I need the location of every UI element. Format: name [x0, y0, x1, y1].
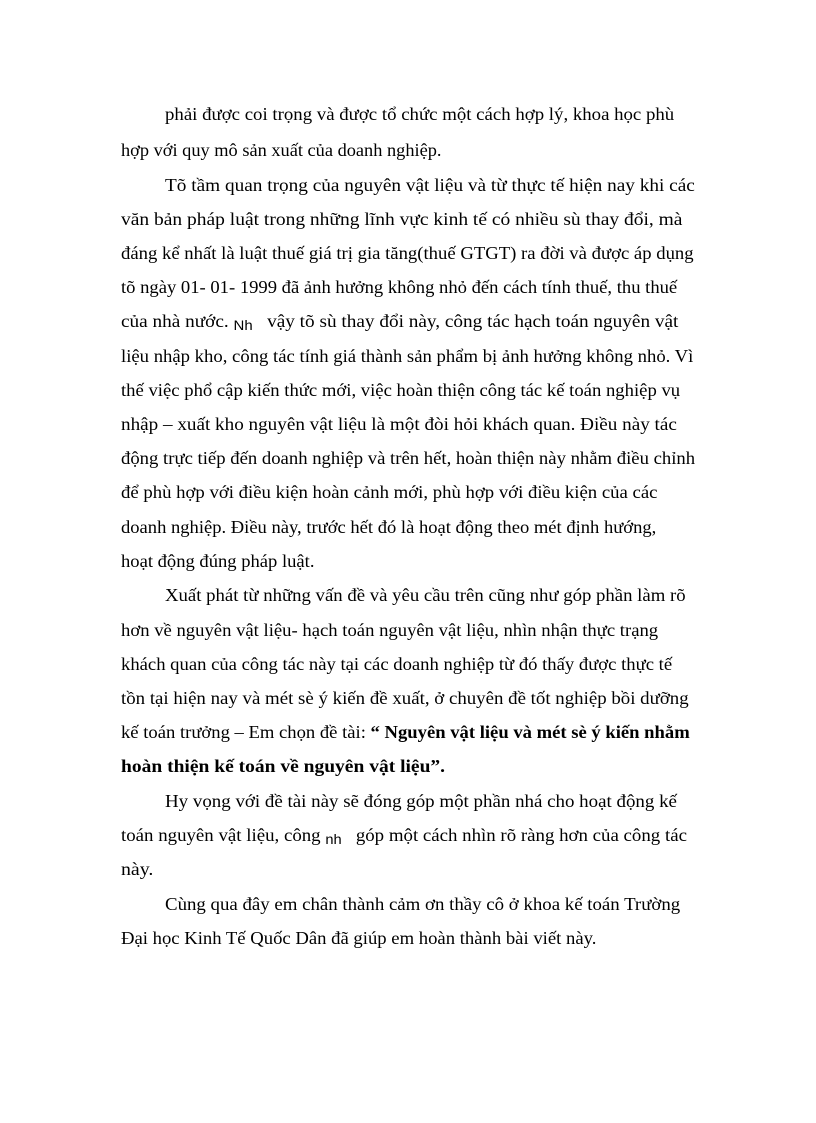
- text-segment: vậy tõ sù thay đổi này, công tác hạch toán nguyên vật: [267, 311, 679, 331]
- text-line: Tõ tầm quan trọng của nguyên vật liệu và từ thực tế hiện nay khi các: [165, 175, 695, 195]
- text-line: Hy vọng với đề tài này sẽ đóng góp một phần nhá cho hoạt động kế: [165, 791, 677, 811]
- text-line: tồn tại hiện nay và mét sè ý kiến đề xuất, ở chuyên đề tốt nghiệp bồi dưỡng: [121, 688, 689, 708]
- text-line: [121, 310, 678, 333]
- text-line: [121, 824, 687, 847]
- text-line: liệu nhập kho, công tác tính giá thành sản phẩm bị ảnh hưởng không nhỏ. Vì: [121, 346, 694, 366]
- text-line: hoạt động đúng pháp luật.: [121, 551, 315, 571]
- text-line: để phù hợp với điều kiện hoàn cảnh mới, phù hợp với điều kiện của các: [121, 482, 658, 502]
- text-line: Cùng qua đây em chân thành cảm ơn thầy cô ở khoa kế toán Trường: [165, 894, 681, 914]
- text-line: Xuất phát từ những vấn đề và yêu cầu trên cũng như góp phần làm rõ: [165, 585, 686, 605]
- thesis-title-continuation: hoàn thiện kế toán về nguyên vật liệu”.: [121, 756, 446, 776]
- text-line: hơn về nguyên vật liệu- hạch toán nguyên vật liệu, nhìn nhận thực trạng: [121, 620, 659, 640]
- small-text-fragment: nh: [325, 831, 342, 847]
- text-line: nhập – xuất kho nguyên vật liệu là một đòi hỏi khách quan. Điều này tác: [121, 414, 677, 434]
- text-segment: góp một cách nhìn rõ ràng hơn của công tác: [355, 825, 687, 845]
- text-line: khách quan của công tác này tại các doanh nghiệp từ đó thấy được thực tế: [121, 654, 673, 674]
- text-line: văn bản pháp luật trong những lĩnh vực kinh tế có nhiều sù thay đổi, mà: [121, 209, 683, 229]
- text-line: doanh nghiệp. Điều này, trước hết đó là hoạt động theo mét định hướng,: [121, 517, 657, 537]
- text-segment: kế toán trưởng – Em chọn đề tài:: [121, 722, 371, 742]
- text-line: động trực tiếp đến doanh nghiệp và trên hết, hoàn thiện này nhằm điều chỉnh: [121, 448, 696, 468]
- thesis-title: “ Nguyên vật liệu và mét sè ý kiến nhằm: [370, 722, 690, 742]
- text-line: thế việc phổ cập kiến thức mới, việc hoàn thiện công tác kế toán nghiệp vụ: [121, 380, 681, 400]
- text-segment: của nhà nước.: [121, 311, 234, 331]
- text-line: này.: [121, 859, 154, 879]
- text-segment: toán nguyên vật liệu, công: [121, 825, 326, 845]
- text-line: đáng kể nhất là luật thuế giá trị gia tăng(thuế GTGT) ra đời và được áp dụng: [121, 243, 694, 263]
- text-line: tõ ngày 01- 01- 1999 đã ảnh hưởng không nhỏ đến cách tính thuế, thu thuế: [121, 277, 678, 297]
- text-line: [121, 721, 690, 743]
- small-text-fragment: Nh: [233, 317, 253, 333]
- text-line: hợp với quy mô sản xuất của doanh nghiệp.: [121, 140, 442, 160]
- text-line: Đại học Kinh Tế Quốc Dân đã giúp em hoàn thành bài viết này.: [121, 928, 597, 948]
- text-line: phải được coi trọng và được tổ chức một cách hợp lý, khoa học phù: [165, 104, 675, 124]
